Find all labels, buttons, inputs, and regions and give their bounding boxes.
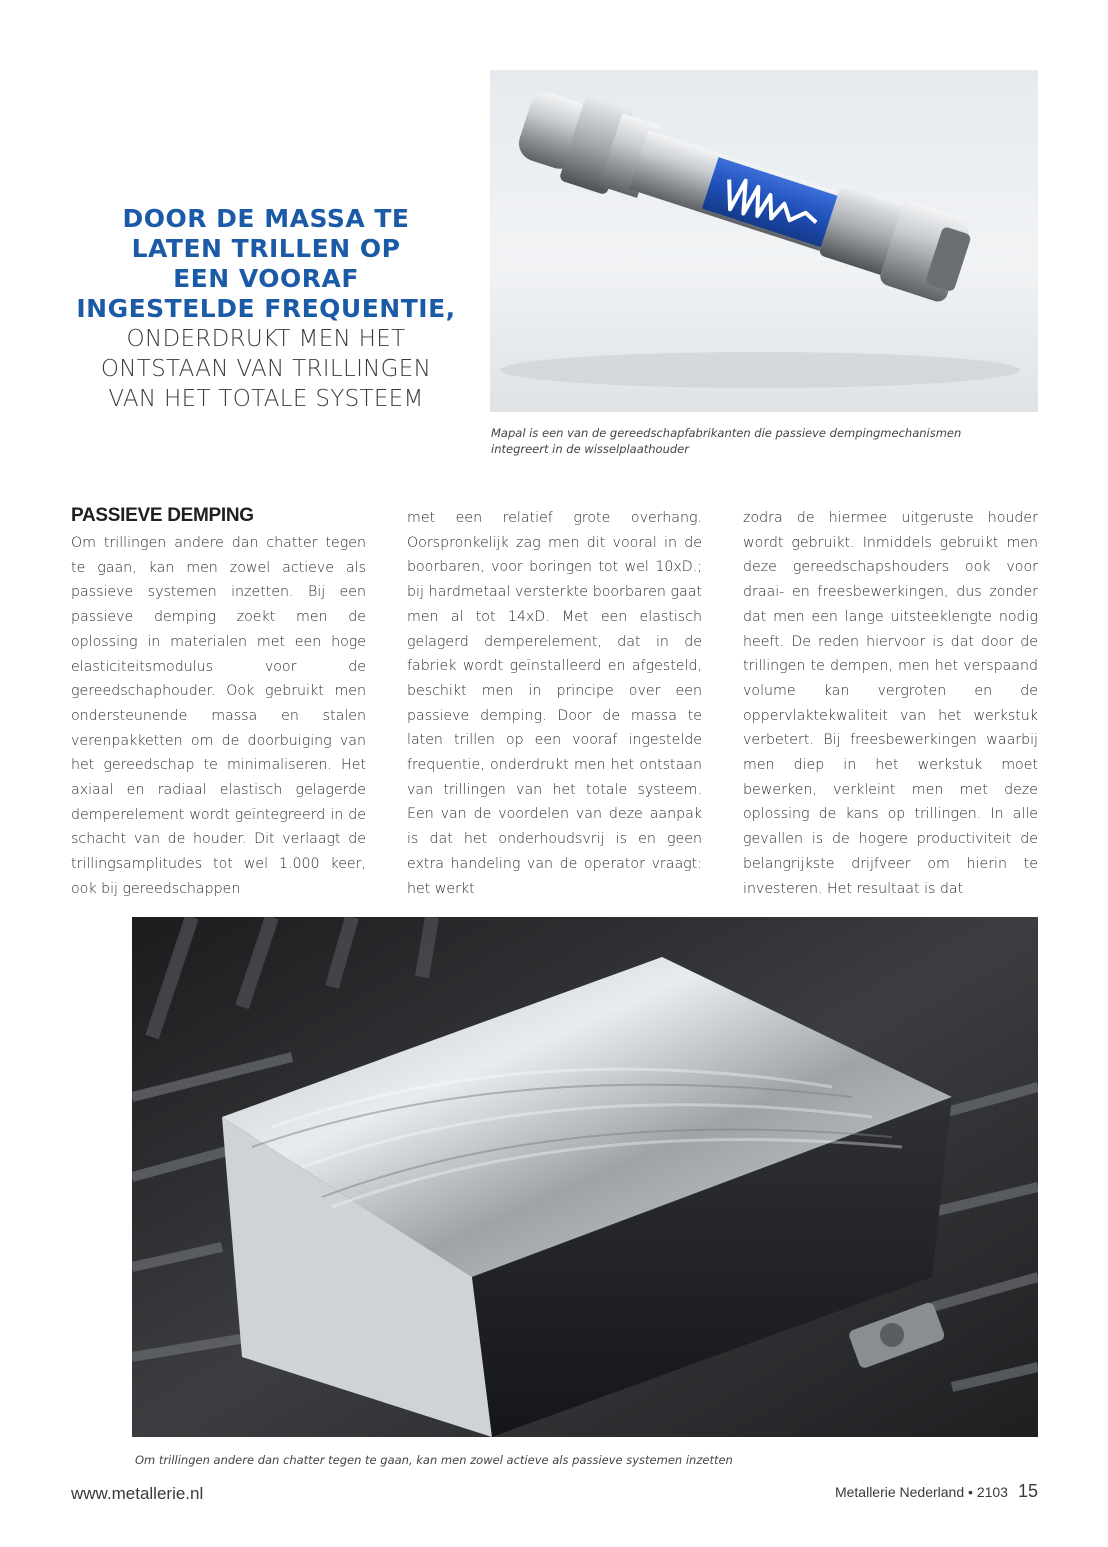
page-number: 15 <box>1017 1481 1038 1501</box>
section-heading: PASSIEVE DEMPING <box>71 505 254 526</box>
tool-holder-illustration <box>490 70 1038 412</box>
machined-workpiece-illustration <box>132 917 1038 1437</box>
magazine-issue: Metallerie Nederland • 2103 <box>834 1484 1008 1500</box>
column-1-text: Om trillingen andere dan chatter tegen te gaan, kan men zowel actieve als passieve systemen inzetten. Bij een passieve demping zoekt men de oplossing in materialen met een hoge elasticiteitsmodulus voor de gereedschaphouder. Ook gebruikt men ondersteunende massa en stalen verenpakketten om de doorbuiging van het gereedschap te minimaliseren. Het axiaal en radiaal elastisch gelagerde demperelement wordt geïntegreerd in de schacht van de houder. Dit verlaagt de trillingsamplitudes tot wel 1.000 keer, ook bij gereedschappen <box>71 535 366 897</box>
column-3-text: zodra de hiermee uitgeruste houder wordt gebruikt. Inmiddels gebruikt men deze gereedschapshouders ook voor draai- en freesbewerkingen, dus zonder dat men een lange uitsteeklengte nodig heeft. De reden hiervoor is dat door de trillingen te dempen, men het verspaand volume kan vergroten en de oppervlaktekwaliteit van het werkstuk verbetert. Bij freesbewerkingen waarbij men diep in het werkstuk moet bewerken, verkleint men met deze oplossing de kans op trillingen. In alle gevallen is de hogere productiviteit de belangrijkste drijfveer om hierin te investeren. Het resultaat is dat <box>743 510 1038 897</box>
pull-quote-light-line: ONTSTAAN VAN TRILLINGEN <box>100 356 432 382</box>
article-column-2 <box>407 506 702 901</box>
pull-quote-light-line: ONDERDRUKT MEN HET <box>126 326 406 352</box>
tool-holder-photo <box>490 70 1038 412</box>
pull-quote-light-line: VAN HET TOTALE SYSTEEM <box>108 386 424 412</box>
pull-quote-bold-line: LATEN TRILLEN OP <box>131 234 401 263</box>
pull-quote <box>72 204 460 414</box>
column-2-text: met een relatief grote overhang. Oorspronkelijk zag men dit vooral in de boorbaren, voor boringen tot wel 10xD.; bij hardmetaal versterkte boorbaren gaat men al tot 14xD. Met een elastisch gelagerd demperelement, dat in de fabriek wordt geïnstalleerd en afgesteld, beschikt men in principe over een passieve demping. Door de massa te laten trillen op een vooraf ingestelde frequentie, onderdrukt men het ontstaan van trillingen van het totale systeem. Een van de voordelen van deze aanpak is dat het onderhoudsvrij is en geen extra handeling van de operator vraagt: het werkt <box>407 510 702 897</box>
pull-quote-bold-line: EEN VOORAF <box>173 264 359 293</box>
pull-quote-bold-line: DOOR DE MASSA TE <box>122 204 410 233</box>
article-column-3 <box>743 506 1038 901</box>
top-photo-caption: Mapal is een van de gereedschapfabrikanten die passieve dempingmechanismen integreert in de wisselplaathouder <box>491 426 962 456</box>
article-column-1 <box>71 505 366 902</box>
footer-website-link[interactable]: www.metallerie.nl <box>71 1484 204 1503</box>
machined-workpiece-photo <box>132 917 1038 1437</box>
footer-publication-info <box>835 1481 1038 1502</box>
bottom-photo-caption: Om trillingen andere dan chatter tegen te gaan, kan men zowel actieve als passieve systemen inzetten <box>135 1453 733 1467</box>
pull-quote-bold-line: INGESTELDE FREQUENTIE, <box>76 294 456 323</box>
